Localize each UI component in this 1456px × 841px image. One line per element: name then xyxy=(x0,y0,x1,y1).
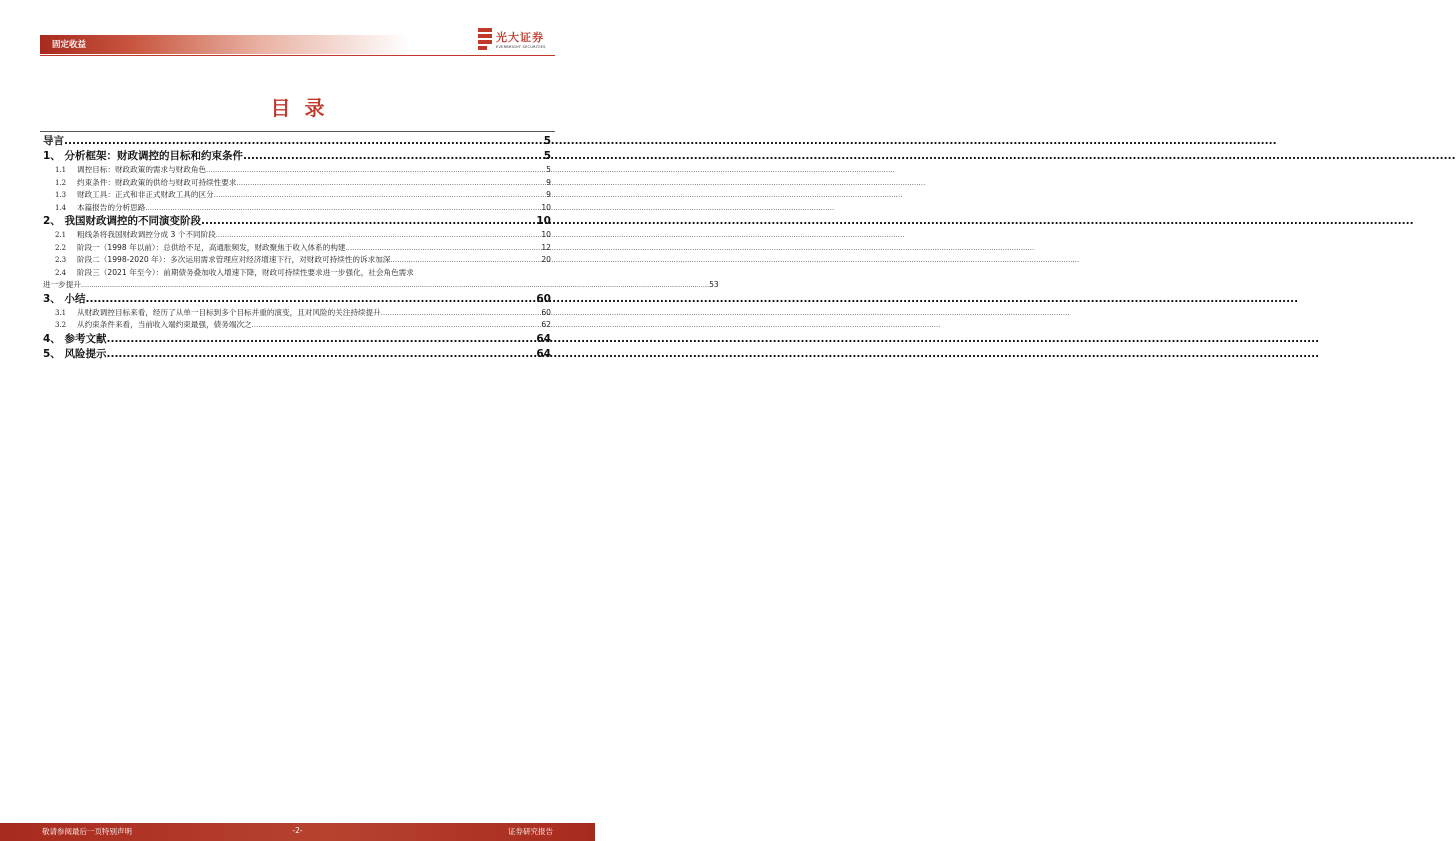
footer-band xyxy=(0,823,595,841)
toc-entry-page: 62 xyxy=(541,320,551,329)
toc-entry-label: 2、 我国财政调控的不同演变阶段 xyxy=(43,215,201,227)
toc-entry-number: 1.3 xyxy=(55,191,67,199)
toc-section[interactable] xyxy=(43,134,551,149)
toc-section[interactable] xyxy=(43,214,551,229)
toc-entry-number: 3.1 xyxy=(55,308,67,317)
toc-entry[interactable] xyxy=(43,242,551,255)
title-divider xyxy=(40,131,555,132)
toc-entry-label: 1、 分析框架：财政调控的目标和约束条件 xyxy=(43,150,243,162)
toc-entry[interactable] xyxy=(43,189,551,202)
toc-entry-page: 64 xyxy=(536,347,551,360)
page-title: 目录 xyxy=(270,96,339,120)
toc-entry[interactable] xyxy=(43,267,719,292)
toc-entry-number: 1.4 xyxy=(55,203,67,212)
toc-leader-dots xyxy=(64,134,543,149)
toc-entry-page: 60 xyxy=(536,292,551,305)
toc-section[interactable] xyxy=(43,347,551,362)
toc-entry-page: 10 xyxy=(541,230,551,239)
toc-section[interactable] xyxy=(43,149,551,164)
logo-text-en: EVERBRIGHT SECURITIES xyxy=(496,45,546,49)
toc-leader-dots xyxy=(390,254,540,267)
toc-entry-label: 财政工具：正式和非正式财政工具的区分 xyxy=(77,190,214,199)
toc-leader-dots xyxy=(206,164,545,177)
toc-leader-dots xyxy=(145,202,540,215)
toc-entry-number: 1.2 xyxy=(55,178,67,187)
toc-entry-label: 从约束条件来看，当前收入端约束最强，债务端次之 xyxy=(77,320,252,329)
toc-entry-number: 2.3 xyxy=(55,256,67,264)
toc-entry[interactable] xyxy=(43,164,551,177)
toc-entry-label: 调控目标：财政政策的需求与财政角色 xyxy=(77,165,207,174)
toc-entry-page: 10 xyxy=(541,202,551,212)
toc-leader-dots xyxy=(201,214,535,229)
toc-entry[interactable] xyxy=(43,177,551,190)
footer-page-number: -2- xyxy=(292,826,303,835)
toc-entry-page: 9 xyxy=(546,190,551,199)
toc-leader-dots xyxy=(381,307,541,320)
toc-entry-page: 5 xyxy=(543,135,551,147)
toc-entry-label: 约束条件：财政政策的供给与财政可持续性要求 xyxy=(77,177,237,187)
toc-section[interactable] xyxy=(43,292,551,307)
header-band xyxy=(40,35,410,54)
toc-entry-page: 10 xyxy=(536,215,551,227)
logo-text-cn: 光大证券 xyxy=(496,31,544,44)
toc-entry-number: 2.4 xyxy=(55,268,67,277)
toc-entry-label: 粗线条将我国财政调控分成 3 个不同阶段 xyxy=(77,230,216,239)
toc-entry-label: 从财政调控目标来看，经历了从单一目标到多个目标并重的演变，且对风险的关注持续提升 xyxy=(77,307,381,317)
toc-leader-dots xyxy=(346,242,541,255)
toc-entry-label-continued: 进一步提升 xyxy=(43,280,81,289)
toc-leader-dots xyxy=(214,189,545,202)
toc-entry-page: 64 xyxy=(536,332,551,345)
toc-entry-number: 2.1 xyxy=(55,231,67,239)
toc-section[interactable] xyxy=(43,332,551,347)
toc-leader-dots xyxy=(252,319,541,332)
toc-entry-label: 5、 风险提示 xyxy=(43,347,107,360)
toc-entry-label: 阶段二（1998-2020 年）：多次运用需求管理应对经济增速下行，对财政可持续性的诉求加深 xyxy=(77,255,391,264)
toc-entry-page: 9 xyxy=(546,177,551,187)
toc-entry[interactable] xyxy=(43,319,551,332)
toc-entry-number: 3.2 xyxy=(55,321,67,329)
footer-disclaimer: 敬请参阅最后一页特别声明 xyxy=(42,827,132,836)
toc-entry-label: 3、 小结 xyxy=(43,292,86,305)
toc-entry-page: 60 xyxy=(541,307,551,317)
toc-leader-dots xyxy=(243,149,543,164)
table-of-contents xyxy=(43,134,719,362)
toc-entry-label: 导言 xyxy=(43,135,64,147)
toc-entry-page: 12 xyxy=(541,242,551,252)
toc-entry-label: 本篇报告的分析思路 xyxy=(77,202,146,212)
toc-entry-number: 1.1 xyxy=(55,166,67,174)
toc-entry-page: 53 xyxy=(709,280,719,289)
toc-entry-label: 阶段三（2021 年至今）：前期债务叠加收入增速下降，财政可持续性要求进一步强化，社会角色需求 xyxy=(77,267,414,277)
toc-entry[interactable] xyxy=(43,202,551,215)
toc-entry[interactable] xyxy=(43,307,551,320)
toc-entry[interactable] xyxy=(43,254,551,267)
toc-entry-label: 阶段一（1998 年以前）：总供给不足，高通胀频发，财政聚焦于收入体系的构建 xyxy=(77,242,346,252)
logo-mark-icon xyxy=(478,28,492,52)
toc-leader-dots xyxy=(236,177,545,190)
section-label: 固定收益 xyxy=(52,40,87,50)
toc-leader-dots xyxy=(106,347,535,362)
toc-entry-page: 5 xyxy=(546,165,551,174)
toc-entry[interactable] xyxy=(43,229,551,242)
toc-leader-dots xyxy=(85,292,535,307)
toc-entry-number: 2.2 xyxy=(55,243,67,252)
toc-entry-label: 4、 参考文献 xyxy=(43,332,107,345)
header-divider xyxy=(40,55,555,56)
toc-leader-dots xyxy=(216,229,541,242)
toc-leader-dots xyxy=(81,279,709,292)
toc-leader-dots xyxy=(106,332,535,347)
toc-entry-page: 5 xyxy=(543,150,551,162)
company-logo xyxy=(478,28,558,54)
toc-entry-page: 20 xyxy=(541,255,551,264)
footer-report-type: 证券研究报告 xyxy=(508,827,553,836)
